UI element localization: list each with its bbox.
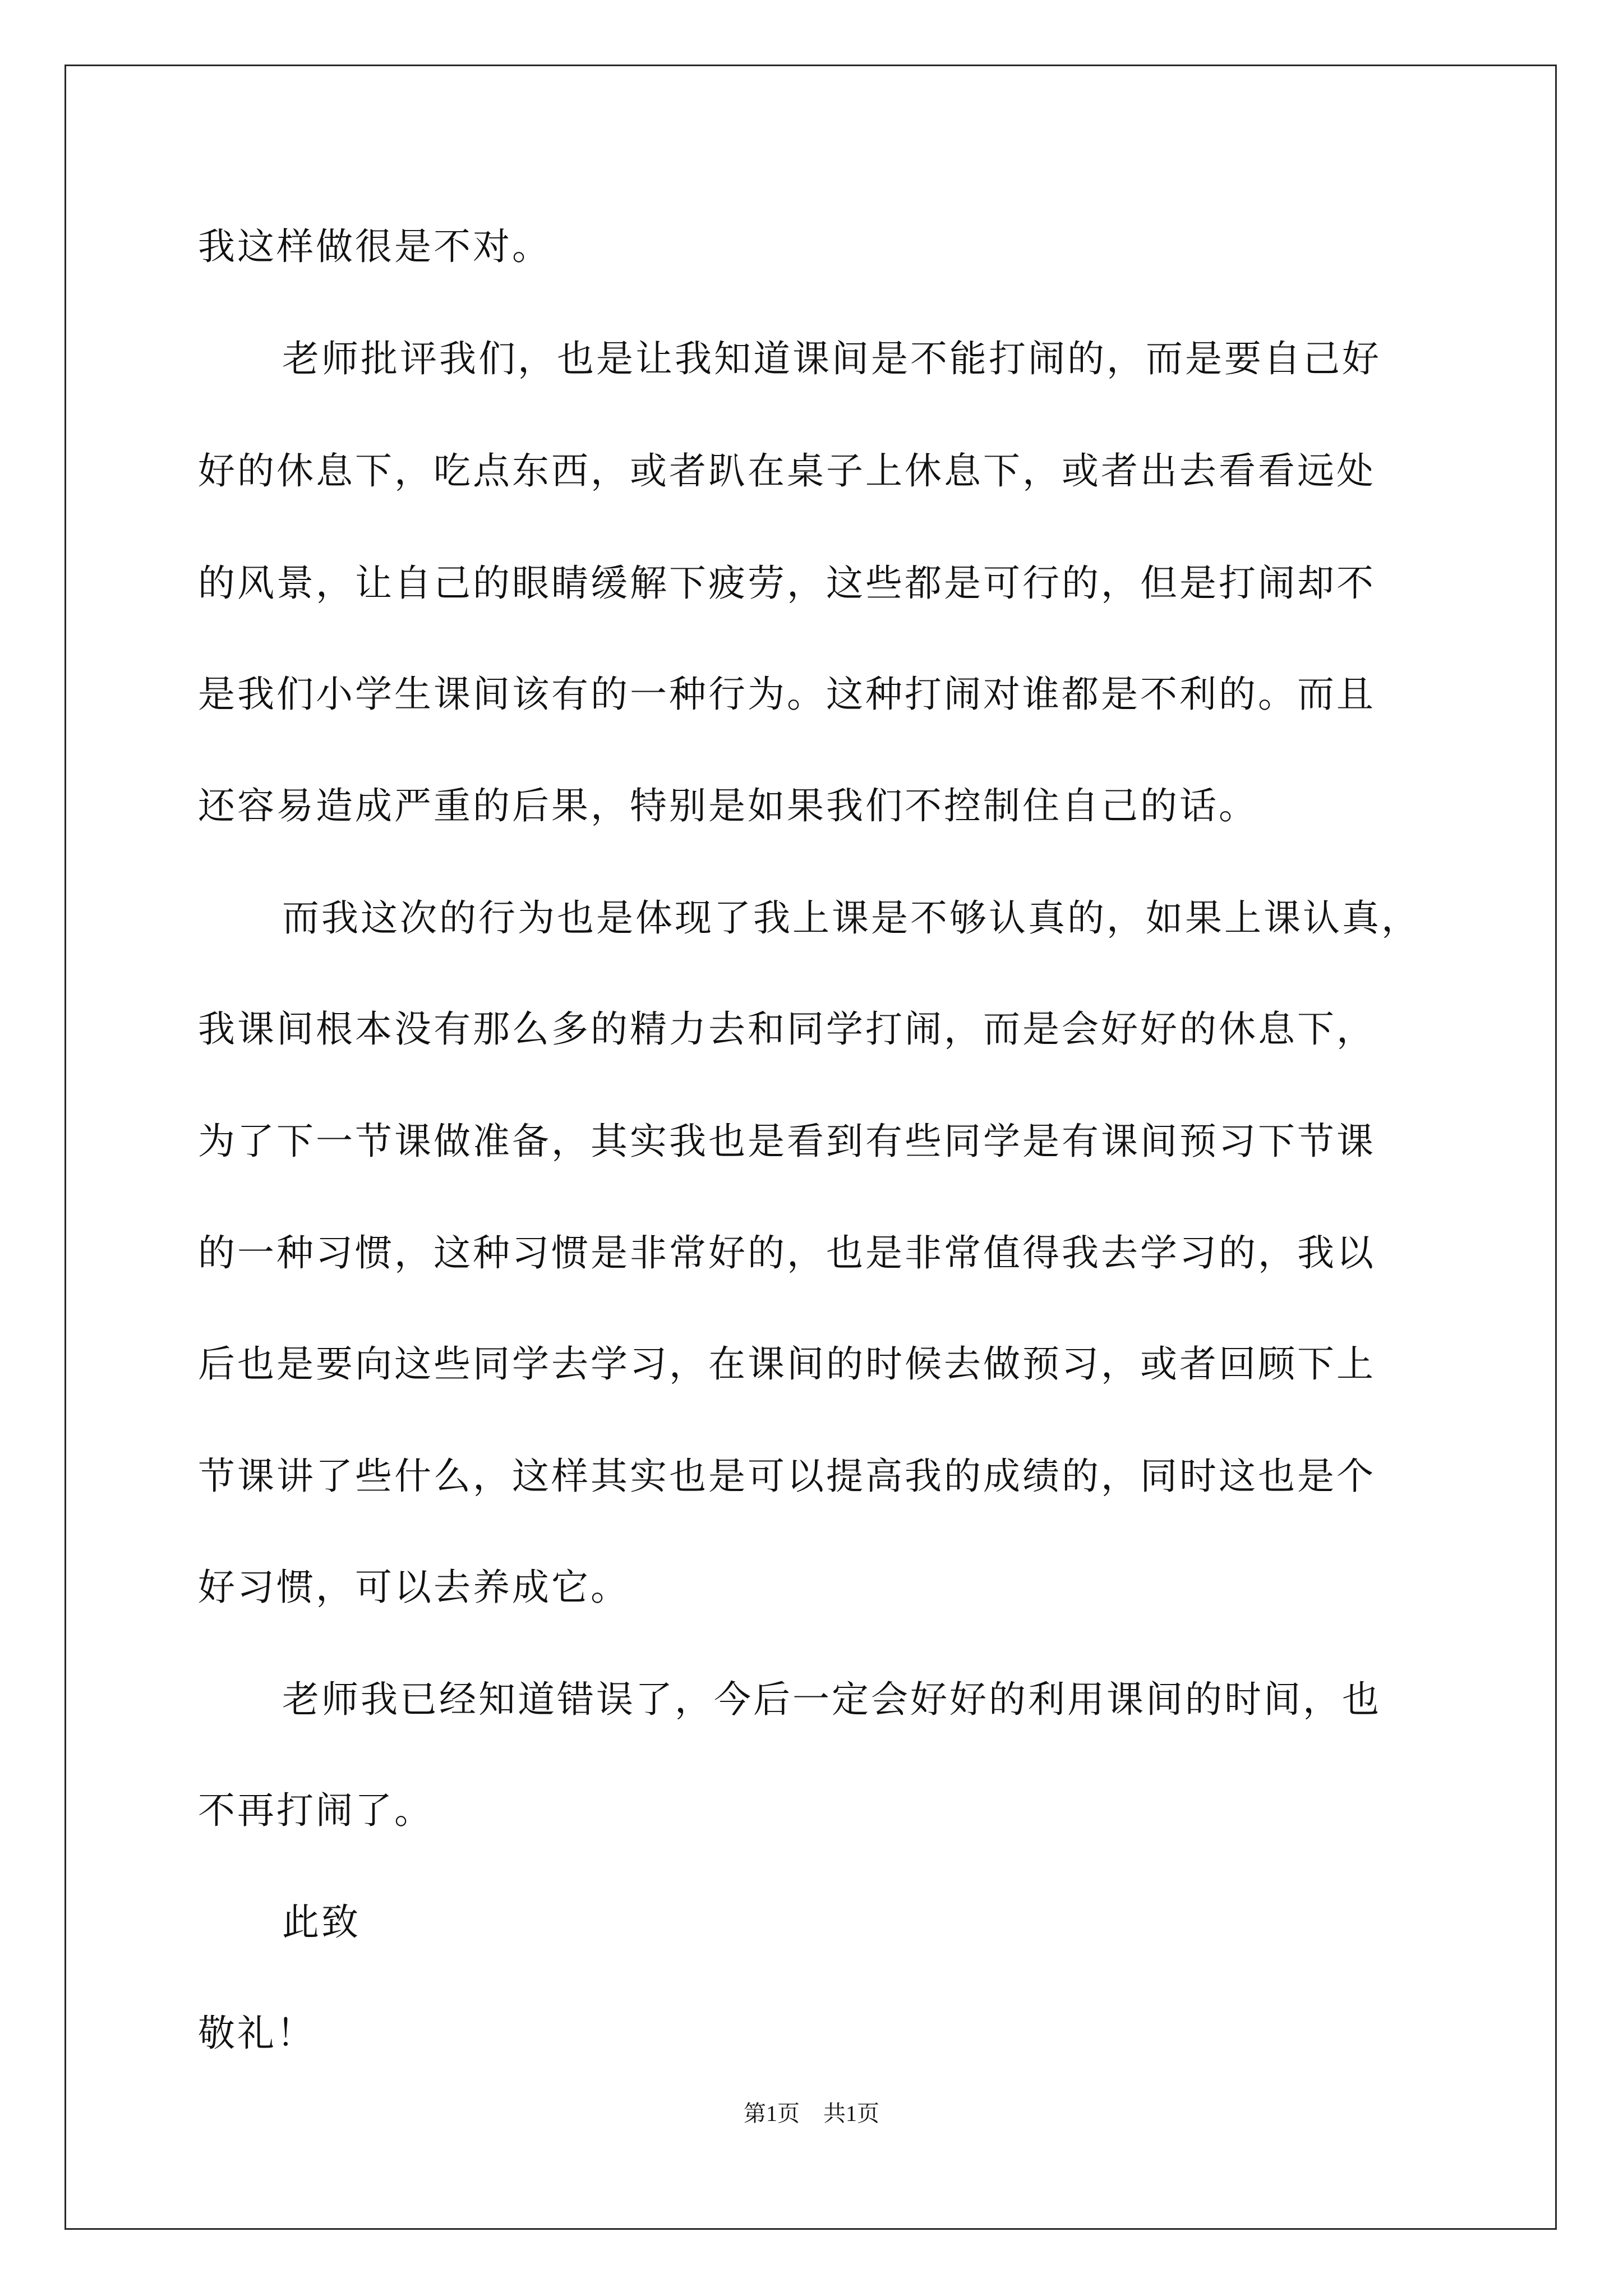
text-line: 的一种习惯，这种习惯是非常好的，也是非常值得我去学习的，我以	[198, 1231, 1376, 1274]
text-line: 好的休息下，吃点东西，或者趴在桌子上休息下，或者出去看看远处	[198, 449, 1376, 493]
text-line: 我这样做很是不对。	[198, 225, 551, 268]
text-line: 老师批评我们，也是让我知道课间是不能打闹的，而是要自己好	[282, 337, 1381, 380]
text-line: 不再打闹了。	[198, 1789, 434, 1832]
page-number: 第1页	[744, 2101, 800, 2126]
closing-regards: 敬礼！	[198, 2012, 316, 2055]
page-total: 共1页	[823, 2101, 879, 2126]
text-line: 的风景，让自己的眼睛缓解下疲劳，这些都是可行的，但是打闹却不	[198, 562, 1376, 605]
page-footer	[0, 2100, 1623, 2128]
text-line: 还容易造成严重的后果，特别是如果我们不控制住自己的话。	[198, 784, 1258, 827]
text-line: 节课讲了些什么，这样其实也是可以提高我的成绩的，同时这也是个	[198, 1455, 1376, 1498]
text-line: 好习惯，可以去养成它。	[198, 1566, 630, 1609]
text-line: 是我们小学生课间该有的一种行为。这种打闹对谁都是不利的。而且	[198, 673, 1376, 716]
closing-salutation: 此致	[282, 1901, 361, 1944]
text-line: 为了下一节课做准备，其实我也是看到有些同学是有课间预习下节课	[198, 1120, 1376, 1163]
text-line: 我课间根本没有那么多的精力去和同学打闹，而是会好好的休息下，	[198, 1007, 1376, 1051]
text-line: 老师我已经知道错误了，今后一定会好好的利用课间的时间，也	[282, 1678, 1381, 1721]
text-line: 后也是要向这些同学去学习，在课间的时候去做预习，或者回顾下上	[198, 1342, 1376, 1386]
text-line: 而我这次的行为也是体现了我上课是不够认真的，如果上课认真，	[282, 896, 1421, 940]
